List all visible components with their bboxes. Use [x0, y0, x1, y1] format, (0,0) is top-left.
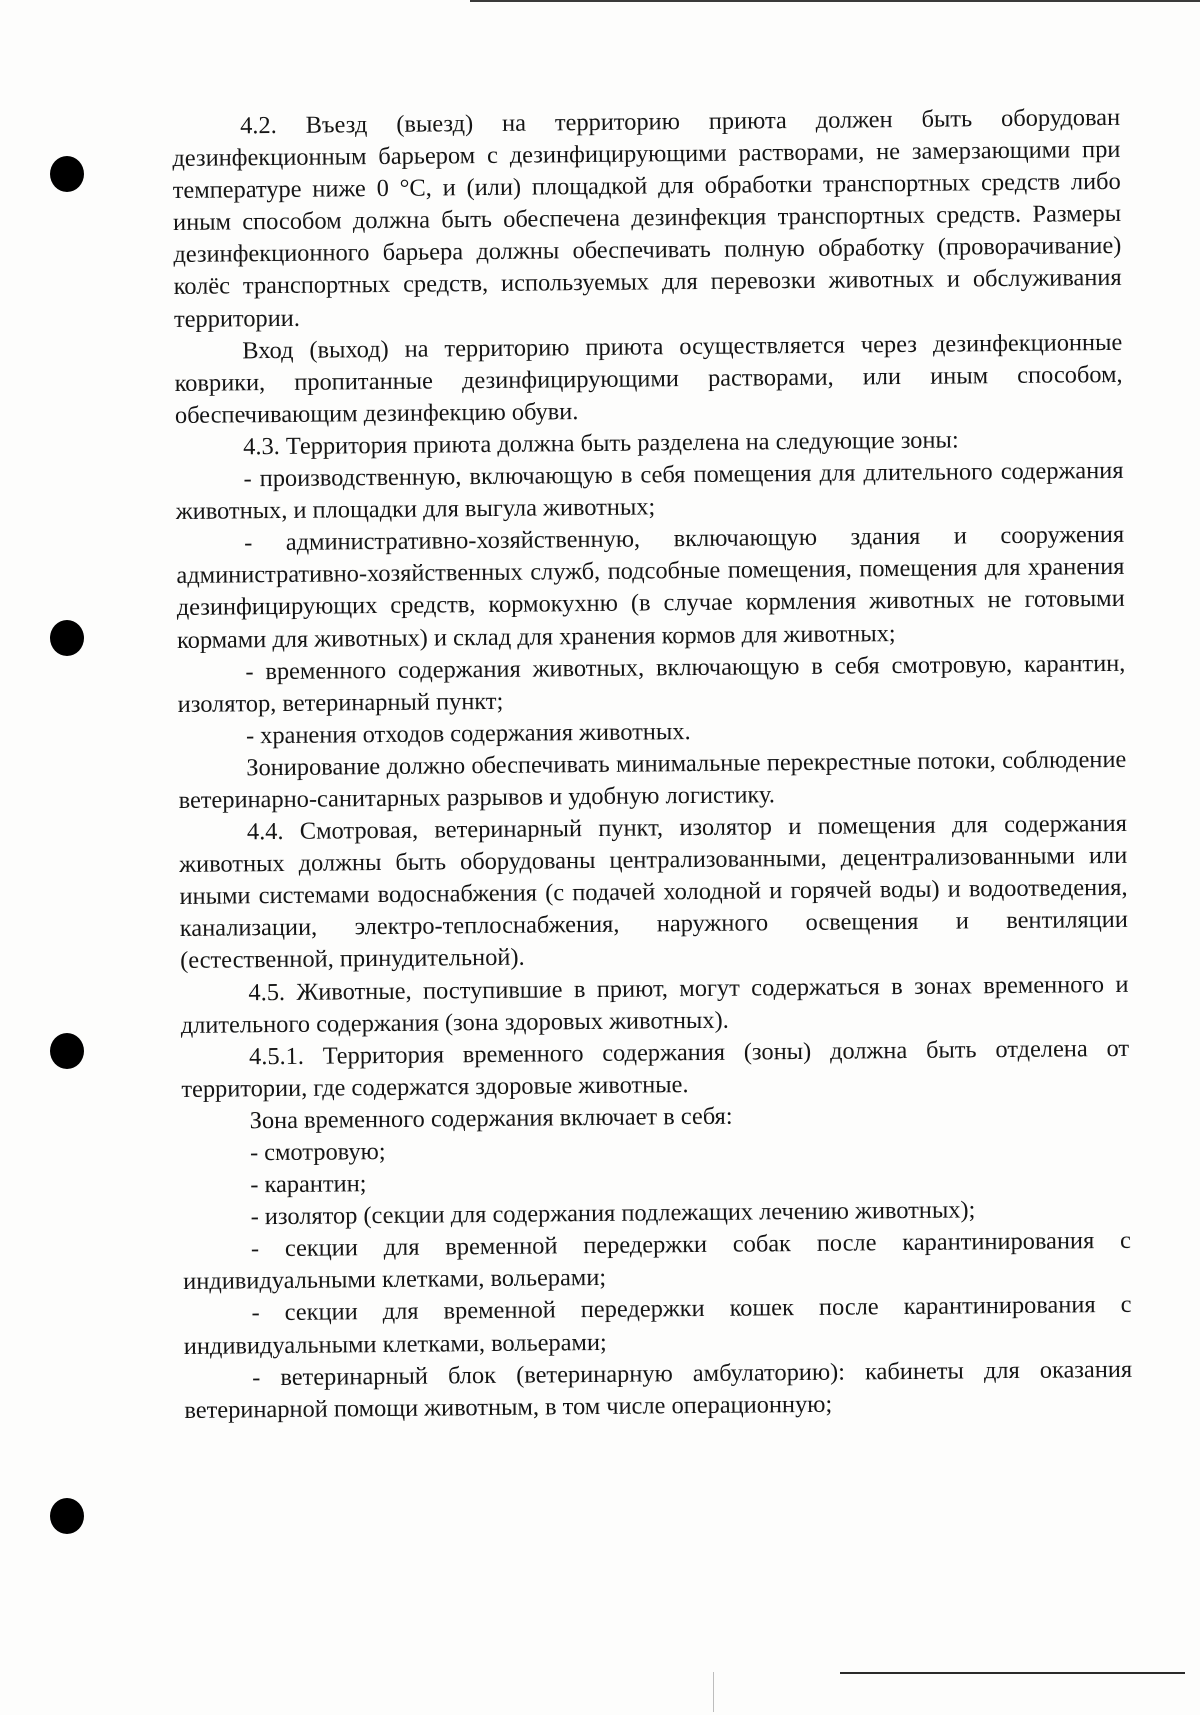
paragraph-entrance: Вход (выход) на территорию приюта осуществляется через дезинфекционные коврики, пропитанные дезинфицирующими растворами, или иным способом, обеспечивающим дезинфекцию обуви. [174, 328, 1123, 429]
punch-hole [50, 156, 84, 192]
paragraph-4-5: 4.5. Животные, поступившие в приют, могут содержаться в зонах временного и длительного содержания (зона здоровых животных). [180, 970, 1129, 1039]
list-item-veterinary-block: - ветеринарный блок (ветеринарную амбулаторию): кабинеты для оказания ветеринарной помощи животным, в том числе операционную; [184, 1355, 1133, 1424]
paragraph-4-5-1: 4.5.1. Территория временного содержания (зоны) должна быть отделена от территории, где содержатся здоровые животные. [181, 1034, 1130, 1103]
list-item-dog-sections: - секции для временной передержки собак после карантинирования с индивидуальными клетками, вольерами; [183, 1227, 1132, 1296]
paragraph-zoning: Зонирование должно обеспечивать минимальные перекрестные потоки, соблюдение ветеринарно-санитарных разрывов и удобную логистику. [178, 745, 1127, 814]
list-item-examination-room: - смотровую; [249, 1137, 386, 1167]
list-item-administrative-zone: - административно-хозяйственную, включающую здания и сооружения административно-хозяйственных служб, подсобные помещения, помещения для хранения дезинфицирующих средств, кормокухню (в случае кормления животных не готовыми кормами для животных) и склад для хранения кормов для животных; [176, 521, 1125, 654]
scan-edge-line-bottom [840, 1672, 1185, 1674]
list-item-waste-zone: - хранения отходов содержания животных. [245, 717, 691, 750]
paragraph-4-3: 4.3. Территория приюта должна быть разделена на следующие зоны: [243, 426, 959, 461]
paragraph-4-2: 4.2. Въезд (выезд) на территорию приюта должен быть оборудован дезинфекционным барьером с дезинфицирующими растворами, не замерзающими при температуре ниже 0 °С, и (или) площадкой для обработки транспортных средств либо иным способом должна быть обеспечена дезинфекция транспортных средств. Размеры дезинфекционного барьера должны обеспечивать полную обработку (проворачивание) колёс транспортных средств, используемых для перевозки животных и обслуживания территории. [172, 103, 1122, 333]
list-item-temporary-zone: - временного содержания животных, включающую в себя смотровую, карантин, изолятор, ветеринарный пункт; [177, 649, 1126, 718]
list-item-isolator: - изолятор (секции для содержания подлежащих лечению животных); [250, 1196, 976, 1231]
punch-hole [50, 620, 84, 656]
punch-hole [50, 1033, 84, 1069]
list-item-quarantine: - карантин; [250, 1170, 367, 1199]
scan-edge-line-top [470, 0, 1200, 2]
paragraph-temporary-zone-includes: Зона временного содержания включает в себя: [249, 1102, 733, 1135]
scan-fold-mark [713, 1672, 714, 1712]
list-item-production-zone: - производственную, включающую в себя помещения для длительного содержания животных, и площадки для выгула животных; [175, 456, 1124, 526]
paragraph-4-4: 4.4. Смотровая, ветеринарный пункт, изолятор и помещения для содержания животных должны быть оборудованы централизованными, децентрализованными или иными системами водоснабжения (с подачей холодной и горячей воды) и водоотведения, канализации, электро-теплоснабжения, наружного освещения и вентиляции (естественной, принудительной). [179, 809, 1128, 975]
list-item-cat-sections: - секции для временной передержки кошек после карантинирования с индивидуальными клетками, вольерами; [183, 1291, 1132, 1360]
document-body [172, 102, 1133, 1427]
punch-hole [50, 1498, 84, 1534]
